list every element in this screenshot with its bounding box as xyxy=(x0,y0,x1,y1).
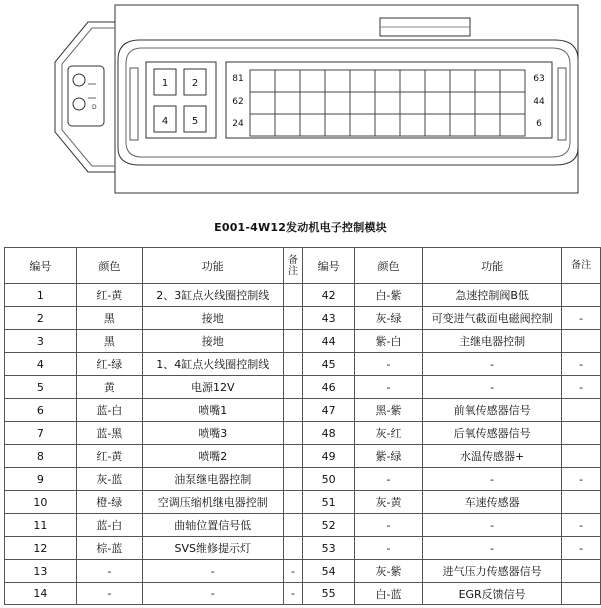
pin-number: 49 xyxy=(303,445,355,468)
pin-cavity xyxy=(250,114,275,136)
pin-label-24: 24 xyxy=(232,119,244,129)
table-row xyxy=(5,330,601,353)
pin-number: 11 xyxy=(5,514,77,537)
pin-cavity xyxy=(375,92,400,114)
wire-color: 紫-白 xyxy=(354,330,422,353)
pin-function: 可变进气截面电磁阀控制 xyxy=(423,307,562,330)
wire-color: 蓝-白 xyxy=(76,399,142,422)
pin-cavity xyxy=(275,92,300,114)
pin-function: 曲轴位置信号低 xyxy=(142,514,283,537)
pin-number: 3 xyxy=(5,330,77,353)
table-row xyxy=(5,445,601,468)
wire-color: 黄 xyxy=(76,376,142,399)
remark xyxy=(562,491,601,514)
pin-cavity xyxy=(325,114,350,136)
pin-function: - xyxy=(423,468,562,491)
pin-cavity xyxy=(325,92,350,114)
pin-number: 6 xyxy=(5,399,77,422)
pin-cavity xyxy=(450,70,475,92)
pin-function: - xyxy=(423,376,562,399)
remark xyxy=(283,422,303,445)
wire-color: 灰-黄 xyxy=(354,491,422,514)
pin-label-1: 1 xyxy=(161,78,169,89)
pin-number: 48 xyxy=(303,422,355,445)
header-remark: 备注 xyxy=(562,248,601,284)
remark: - xyxy=(562,376,601,399)
pin-number: 52 xyxy=(303,514,355,537)
pin-function: 2、3缸点火线圈控制线 xyxy=(142,284,283,307)
wire-color: 白-紫 xyxy=(354,284,422,307)
wire-color: 红-黄 xyxy=(76,445,142,468)
pin-number: 7 xyxy=(5,422,77,445)
pin-function: EGR反馈信号 xyxy=(423,583,562,605)
remark xyxy=(562,445,601,468)
pin-cavity xyxy=(425,114,450,136)
pin-function: 空调压缩机继电器控制 xyxy=(142,491,283,514)
wire-color: 黑-紫 xyxy=(354,399,422,422)
pin-cavity xyxy=(400,70,425,92)
pin-cavity xyxy=(300,70,325,92)
remark xyxy=(562,399,601,422)
pin-function: - xyxy=(423,537,562,560)
pin-cavity xyxy=(400,92,425,114)
remark xyxy=(562,422,601,445)
remark: - xyxy=(283,560,303,583)
pin-function: 喷嘴1 xyxy=(142,399,283,422)
remark xyxy=(283,491,303,514)
pin-number: 14 xyxy=(5,583,77,605)
pin-cavity xyxy=(500,92,525,114)
table-row xyxy=(5,468,601,491)
pin-number: 55 xyxy=(303,583,355,605)
table-row xyxy=(5,491,601,514)
wire-color: - xyxy=(76,583,142,605)
wire-color: 蓝-白 xyxy=(76,514,142,537)
remark: - xyxy=(562,537,601,560)
connector-flange xyxy=(55,22,115,172)
wire-color: - xyxy=(354,353,422,376)
wire-color: 蓝-黑 xyxy=(76,422,142,445)
wire-color: 紫-绿 xyxy=(354,445,422,468)
pin-number: 13 xyxy=(5,560,77,583)
connector-caption: E001-4W12发动机电子控制模块 xyxy=(214,221,387,234)
wire-color: 红-绿 xyxy=(76,353,142,376)
table-row xyxy=(5,583,601,605)
pin-number: 4 xyxy=(5,353,77,376)
pin-number: 5 xyxy=(5,376,77,399)
remark xyxy=(562,330,601,353)
pin-function: 主继电器控制 xyxy=(423,330,562,353)
wire-color: - xyxy=(354,537,422,560)
remark xyxy=(562,284,601,307)
pin-number: 45 xyxy=(303,353,355,376)
table-row xyxy=(5,284,601,307)
pin-number: 50 xyxy=(303,468,355,491)
table-row xyxy=(5,560,601,583)
header-color: 颜色 xyxy=(76,248,142,284)
pin-function: 后氧传感器信号 xyxy=(423,422,562,445)
pin-table xyxy=(4,247,601,605)
pin-label-62: 62 xyxy=(232,97,244,107)
wire-color: 灰-红 xyxy=(354,422,422,445)
pin-cavity xyxy=(300,92,325,114)
pin-number: 2 xyxy=(5,307,77,330)
header-remark: 备注 xyxy=(283,248,303,284)
pin-cavity xyxy=(500,70,525,92)
remark xyxy=(283,537,303,560)
remark: - xyxy=(562,307,601,330)
remark xyxy=(283,330,303,353)
pin-label-5: 5 xyxy=(191,116,199,127)
pin-number: 53 xyxy=(303,537,355,560)
pin-function: 急速控制阀B低 xyxy=(423,284,562,307)
pin-function: - xyxy=(423,514,562,537)
wire-color: 黑 xyxy=(76,330,142,353)
pin-label-4: 4 xyxy=(161,116,169,127)
pin-label-44: 44 xyxy=(533,97,545,107)
remark: - xyxy=(562,468,601,491)
pin-cavity xyxy=(400,114,425,136)
wire-color: 橙-绿 xyxy=(76,491,142,514)
remark: - xyxy=(562,514,601,537)
table-row xyxy=(5,537,601,560)
pin-function: 车速传感器 xyxy=(423,491,562,514)
pin-function: 水温传感器+ xyxy=(423,445,562,468)
wire-color: 灰-紫 xyxy=(354,560,422,583)
pin-cavity xyxy=(475,114,500,136)
pin-label-6: 6 xyxy=(536,119,542,129)
remark xyxy=(562,583,601,605)
pin-function: 接地 xyxy=(142,330,283,353)
latch-hole-bottom xyxy=(73,98,85,110)
pin-number: 8 xyxy=(5,445,77,468)
pin-label-63: 63 xyxy=(533,74,545,84)
wire-color: 灰-蓝 xyxy=(76,468,142,491)
remark xyxy=(283,399,303,422)
header-function: 功能 xyxy=(423,248,562,284)
remark xyxy=(562,560,601,583)
pin-function: - xyxy=(142,583,283,605)
table-header-row xyxy=(5,248,601,284)
pin-number: 1 xyxy=(5,284,77,307)
remark xyxy=(283,307,303,330)
pin-number: 42 xyxy=(303,284,355,307)
remark xyxy=(283,514,303,537)
pin-cavity xyxy=(275,70,300,92)
remark xyxy=(283,284,303,307)
pin-function: 电源12V xyxy=(142,376,283,399)
pin-number: 9 xyxy=(5,468,77,491)
pin-function: - xyxy=(423,353,562,376)
pin-function: - xyxy=(142,560,283,583)
remark xyxy=(283,468,303,491)
remark xyxy=(283,445,303,468)
wire-color: 白-蓝 xyxy=(354,583,422,605)
pin-number: 47 xyxy=(303,399,355,422)
wire-color: - xyxy=(354,376,422,399)
table-row xyxy=(5,514,601,537)
table-row xyxy=(5,399,601,422)
pin-cavity xyxy=(350,114,375,136)
connector-body xyxy=(118,40,578,165)
pin-grid xyxy=(250,70,525,136)
table-row xyxy=(5,307,601,330)
wire-color: - xyxy=(354,468,422,491)
pin-cavity xyxy=(425,92,450,114)
header-number: 编号 xyxy=(5,248,77,284)
pin-cavity xyxy=(350,70,375,92)
pin-number: 54 xyxy=(303,560,355,583)
pin-cavity xyxy=(450,92,475,114)
pin-cavity xyxy=(375,114,400,136)
remark xyxy=(283,353,303,376)
pin-cavity xyxy=(500,114,525,136)
latch xyxy=(68,66,104,126)
wire-color: 红-黄 xyxy=(76,284,142,307)
wire-color: 灰-绿 xyxy=(354,307,422,330)
pin-function: 接地 xyxy=(142,307,283,330)
pin-cavity xyxy=(250,92,275,114)
pin-label-2: 2 xyxy=(191,78,199,89)
pin-number: 51 xyxy=(303,491,355,514)
pin-number: 43 xyxy=(303,307,355,330)
pin-function: 喷嘴3 xyxy=(142,422,283,445)
pin-function: 1、4缸点火线圈控制线 xyxy=(142,353,283,376)
latch-hole-top xyxy=(73,74,85,86)
table-row xyxy=(5,353,601,376)
pin-cavity xyxy=(300,114,325,136)
wire-color: 棕-蓝 xyxy=(76,537,142,560)
pin-cavity xyxy=(350,92,375,114)
pin-function: SVS维修提示灯 xyxy=(142,537,283,560)
pin-cavity xyxy=(275,114,300,136)
pin-cavity xyxy=(375,70,400,92)
pin-number: 44 xyxy=(303,330,355,353)
pin-function: 喷嘴2 xyxy=(142,445,283,468)
pin-cavity xyxy=(475,92,500,114)
pin-cavity xyxy=(475,70,500,92)
table-row xyxy=(5,422,601,445)
pin-number: 12 xyxy=(5,537,77,560)
pin-function: 进气压力传感器信号 xyxy=(423,560,562,583)
pin-cavity xyxy=(325,70,350,92)
pin-cavity xyxy=(425,70,450,92)
pin-cavity xyxy=(450,114,475,136)
remark: - xyxy=(283,583,303,605)
pin-function: 前氧传感器信号 xyxy=(423,399,562,422)
wire-color: - xyxy=(354,514,422,537)
pin-number: 46 xyxy=(303,376,355,399)
pin-label-81: 81 xyxy=(232,74,244,84)
connector-mark: D xyxy=(92,104,97,111)
header-color: 颜色 xyxy=(354,248,422,284)
table-row xyxy=(5,376,601,399)
pin-function: 油泵继电器控制 xyxy=(142,468,283,491)
wire-color: - xyxy=(76,560,142,583)
connector-diagram xyxy=(0,0,601,205)
header-function: 功能 xyxy=(142,248,283,284)
header-number: 编号 xyxy=(303,248,355,284)
remark xyxy=(283,376,303,399)
wire-color: 黑 xyxy=(76,307,142,330)
pin-number: 10 xyxy=(5,491,77,514)
pin-cavity xyxy=(250,70,275,92)
remark: - xyxy=(562,353,601,376)
